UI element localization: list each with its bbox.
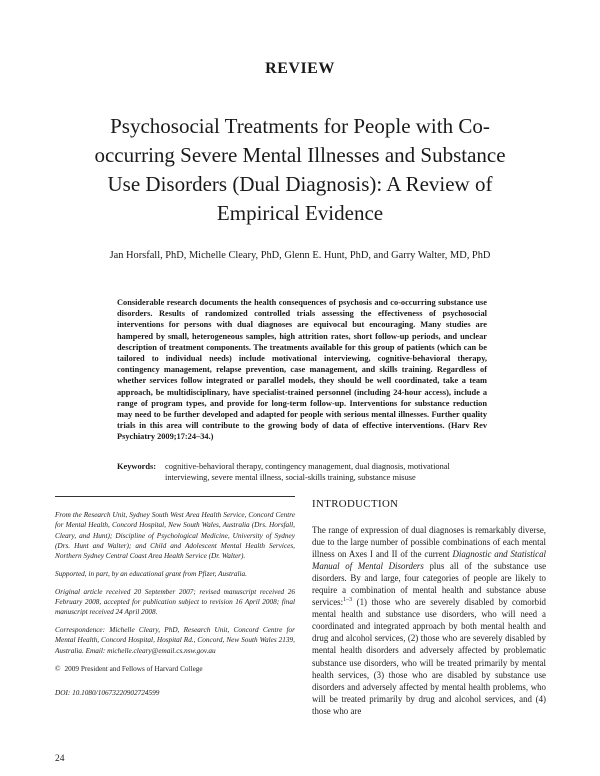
page-number: 24	[55, 754, 65, 764]
keywords	[117, 461, 487, 484]
copyright-symbol: ©	[55, 664, 61, 673]
intro-text-3: (1) those who are severely disabled by comorbid mental health and substance use disorders, who will need a coordinated and integrated approach by both mental health and drug and alcohol services, (2) those who are severely disabled by mental health disorders and adversely affected by problematic substance use disorders, who will be treated primarily by mental health services, (3) those who are disabled by substance use disorders and adversely affected by mental health problems, who will be treated primarily by drug and alcohol services, and (4) those who are	[312, 597, 546, 716]
footnote-column	[55, 510, 295, 706]
affiliation-note: From the Research Unit, Sydney South West Area Health Service, Concord Centre for Mental Health, Concord Hospital, New South Wales, Australia (Drs. Horsfall, Cleary, and Hunt); Discipline of Psychological Medicine, University of Sydney (Drs. Hunt and Walter); and Child and Adolescent Mental Health Services, Northern Sydney Central Coast Area Health Service (Dr. Walter).	[55, 511, 295, 561]
dates-note: Original article received 20 September 2007; revised manuscript received 26 February 2008, accepted for publication subject to revision 16 April 2008; final manuscript received 24 April 2008.	[55, 587, 295, 617]
intro-dsm-title: Diagnostic and Statistical Manual of Mental Disorders	[312, 549, 546, 572]
article-title: Psychosocial Treatments for People with Co-occurring Severe Mental Illnesses and Substance Use Disorders (Dual Diagnosis): A Review of Empirical Evidence	[94, 114, 506, 225]
copyright-note	[55, 664, 295, 674]
footnote-divider	[55, 496, 295, 497]
intro-text-1: The range of expression of dual diagnoses is remarkably diverse, due to the large number of possible combinations of each mental illness on Axes I and II of the current	[312, 525, 546, 560]
section-label: REVIEW	[265, 60, 335, 77]
keywords-label: Keywords:	[117, 462, 157, 471]
intro-paragraph	[312, 524, 546, 717]
doi-note: DOI: 10.1080/10673220902724599	[55, 688, 160, 697]
intro-heading: INTRODUCTION	[312, 498, 399, 510]
copyright-text: 2009 President and Fellows of Harvard College	[64, 664, 203, 673]
journal-citation: (Harv Rev Psychiatry 2009;17:24–34.)	[117, 421, 487, 442]
abstract	[117, 297, 487, 443]
correspondence-note: Correspondence: Michelle Cleary, PhD, Research Unit, Concord Centre for Mental Health, Concord Hospital, Hospital Rd., Concord, New South Wales 2139, Australia. Email: michelle.cleary@email.cs.nsw.gov.au	[55, 626, 295, 655]
author-list: Jan Horsfall, PhD, Michelle Cleary, PhD, Glenn E. Hunt, PhD, and Garry Walter, MD, PhD	[109, 250, 491, 261]
intro-reference: 1–3	[343, 597, 353, 604]
intro-text-2: plus all of the substance use disorders. By and large, four categories of people are likely to require a combination of mental health and substance abuse services:	[312, 561, 547, 608]
keywords-text: cognitive-behavioral therapy, contingency management, dual diagnosis, motivational interviewing, severe mental illness, social-skills training, substance misuse	[165, 462, 450, 483]
body-column	[312, 498, 546, 717]
abstract-text: Considerable research documents the health consequences of psychosis and co-occurring substance use disorders. Results of randomized controlled trials assessing the effectiveness of psychosocial interventions for persons with dual diagnoses are equivocal but encouraging. Many studies are hampered by small, heterogeneous samples, high attrition rates, short follow-up periods, and unclear description of treatment components. The treatments available for this group of patients (which can be tailored to individual needs) include motivational interviewing, cognitive-behavioral therapy, contingency management, relapse prevention, case management, and skills training. Regardless of whether services follow integrated or parallel models, they should be well coordinated, take a team approach, be multidisciplinary, have specialist-trained personnel (including 24-hour access), include a range of program types, and provide for long-term follow-up. Interventions for substance reduction may need to be further developed and adapted for people with serious mental illnesses. Further quality trials in this area will contribute to the growing body of data of effective interventions.	[117, 298, 487, 431]
support-note: Supported, in part, by an educational grant from Pfizer, Australia.	[55, 569, 247, 578]
